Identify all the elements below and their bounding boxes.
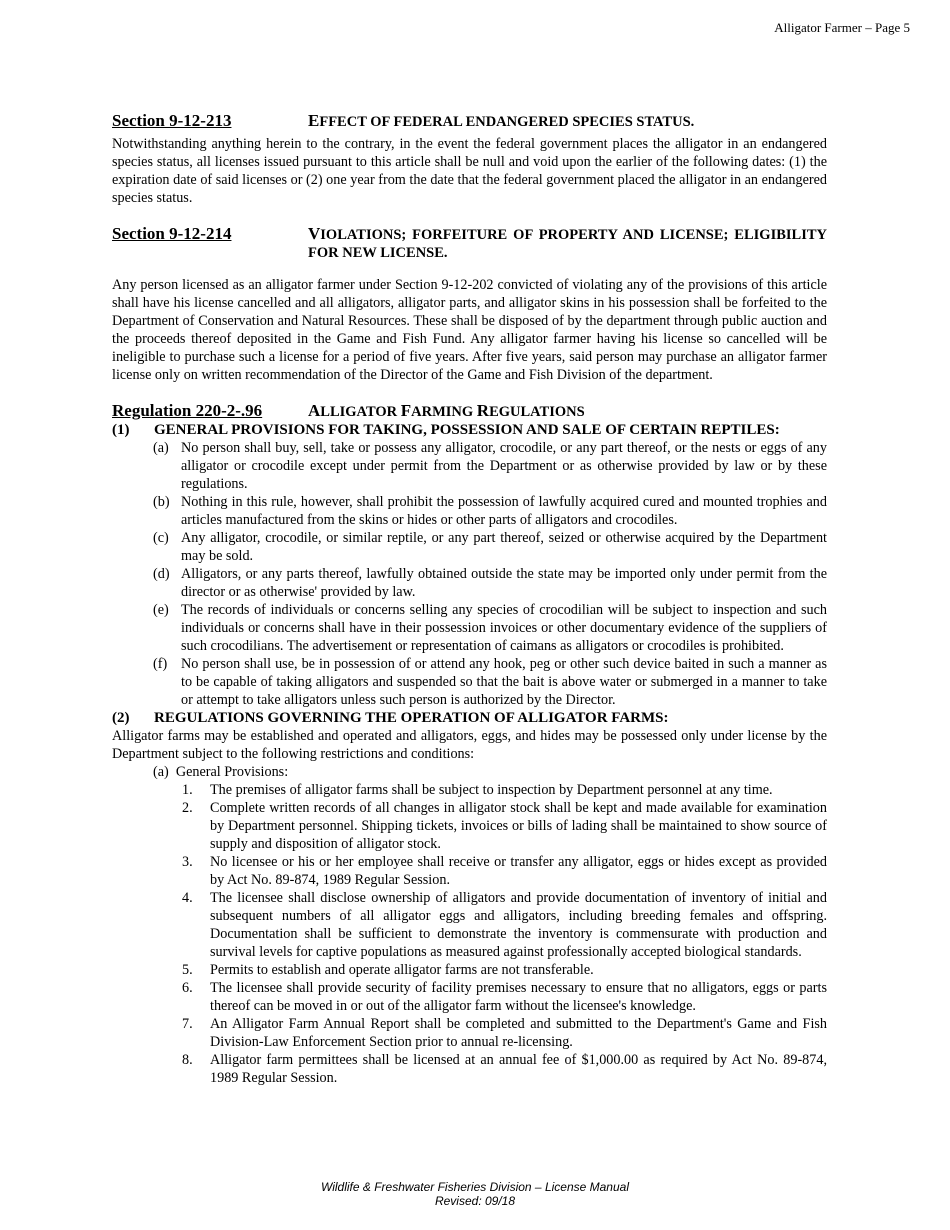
section-213-title-initial: E — [308, 111, 320, 130]
section-214-title-initial: V — [308, 224, 321, 243]
regulation-title-part: A — [308, 401, 321, 420]
part-2-item-text: The premises of alligator farms shall be subject to inspection by Department personnel at any time. — [210, 782, 773, 798]
part-1-item-marker: (c) — [153, 530, 169, 546]
part-1-item-marker: (b) — [153, 494, 170, 510]
part-2-subsection-a: (a) General Provisions: — [153, 764, 289, 780]
part-2-title: REGULATIONS GOVERNING THE OPERATION OF ALLIGATOR FARMS: — [154, 710, 669, 726]
part-2-item — [182, 889, 827, 961]
part-2-item — [182, 1051, 827, 1087]
section-213-number: Section 9-12-213 — [112, 111, 232, 130]
part-1-item-marker: (a) — [153, 440, 169, 456]
part-2-item — [182, 781, 827, 799]
part-2-item-text: Complete written records of all changes in alligator stock shall be kept and made available for examination by Department personnel. Shipping tickets, invoices or bills of lading shall be maintained to show source of supply and disposition of alligator stock. — [210, 800, 827, 852]
section-213-title-rest: FFECT OF FEDERAL ENDANGERED SPECIES STATUS. — [319, 114, 695, 130]
part-2-item-text: An Alligator Farm Annual Report shall be completed and submitted to the Department's Game and Fish Division-Law Enforcement Section prior to annual re-licensing. — [210, 1016, 827, 1050]
page-header: Alligator Farmer – Page 5 — [774, 20, 910, 35]
part-2-item-text: The licensee shall provide security of facility premises necessary to ensure that no alligators, eggs or parts thereof can be moved in or out of the alligator farm without the licensee's knowledge. — [210, 980, 827, 1014]
section-214-title — [308, 225, 827, 262]
regulation-title-part: LLIGATOR — [320, 404, 401, 420]
part-2-item-marker: 7. — [182, 1016, 193, 1032]
footer-revised: Revised: 09/18 — [434, 1194, 516, 1208]
regulation-number: Regulation 220-2-.96 — [112, 401, 263, 420]
part-1-item-marker: (f) — [153, 656, 168, 672]
part-1-item — [153, 655, 827, 709]
part-2-heading — [112, 709, 827, 727]
section-214-title-rest: IOLATIONS; FORFEITURE OF PROPERTY AND LICENSE; ELIGIBILITY FOR NEW LICENSE. — [308, 227, 827, 261]
part-2-item-marker: 4. — [182, 890, 193, 906]
part-2-item-marker: 8. — [182, 1052, 193, 1068]
part-2-item — [182, 1015, 827, 1051]
section-214-heading — [112, 225, 827, 262]
part-1-item-marker: (d) — [153, 566, 170, 582]
part-1-item-text: No person shall use, be in possession of or attend any hook, peg or other such device baited in such a manner as to be capable of taking alligators and suspended so that the bait is above water or submerged in a manner to take or attempt to take alligators unless such person is authorized by the Director. — [181, 656, 827, 708]
part-2-item-marker: 3. — [182, 854, 193, 870]
regulation-title-part: F — [400, 401, 412, 420]
part-2-item-text: Permits to establish and operate alligator farms are not transferable. — [210, 962, 594, 978]
part-1-number: (1) — [112, 422, 130, 438]
part-2-item-text: The licensee shall disclose ownership of alligators and provide documentation of inventory of initial and subsequent numbers of all alligator eggs and alligators, including breeding females and offspring. Documentation shall be sufficient to demonstrate the inventory is commensurate with production and survival levels for captive populations as measured against professionally accepted biological standards. — [210, 890, 827, 960]
part-2-item — [182, 961, 827, 979]
part-1-item-marker: (e) — [153, 602, 169, 618]
regulation-title-part: EGULATIONS — [489, 404, 585, 420]
regulation-title — [308, 402, 585, 421]
part-2-item-marker: 1. — [182, 782, 193, 798]
regulation-title-part: R — [476, 401, 490, 420]
part-2-item-text: Alligator farm permittees shall be licensed at an annual fee of $1,000.00 as required by Act No. 89-874, 1989 Regular Session. — [210, 1052, 827, 1086]
part-1-item-text: Nothing in this rule, however, shall prohibit the possession of lawfully acquired cured and mounted trophies and articles manufactured from the skins or hides or other parts of alligators and crocodiles. — [181, 494, 827, 528]
section-213-body: Notwithstanding anything herein to the contrary, in the event the federal government places the alligator in an endangered species status, all licenses issued pursuant to this article shall be null and void upon the earlier of the following dates: (1) the expiration date of said licenses or (2) one year from the date that the federal government placed the alligator in an endangered species status. — [112, 136, 827, 206]
part-2-item — [182, 853, 827, 889]
part-1-item-text: No person shall buy, sell, take or possess any alligator, crocodile, or any part thereof, or the nests or eggs of any alligator or crocodile except under permit from the Department or as otherwise provided by law or by these regulations. — [181, 440, 827, 492]
part-1-item-text: Any alligator, crocodile, or similar reptile, or any part thereof, seized or otherwise acquired by the Department may be sold. — [181, 530, 827, 564]
section-213-heading — [112, 112, 827, 131]
part-2-intro: Alligator farms may be established and operated and alligators, eggs, and hides may be possessed only under license by the Department subject to the following restrictions and conditions: — [112, 728, 827, 762]
part-1-item-text: Alligators, or any parts thereof, lawfully obtained outside the state may be imported only under permit from the director or as otherwise' provided by law. — [181, 566, 827, 600]
part-1-item — [153, 565, 827, 601]
part-1-title: GENERAL PROVISIONS FOR TAKING, POSSESSION AND SALE OF CERTAIN REPTILES: — [154, 422, 780, 438]
section-214-number: Section 9-12-214 — [112, 224, 232, 243]
part-2-item-text: No licensee or his or her employee shall receive or transfer any alligator, eggs or hides except as provided by Act No. 89-874, 1989 Regular Session. — [210, 854, 827, 888]
part-1-item — [153, 493, 827, 529]
section-214-body: Any person licensed as an alligator farmer under Section 9-12-202 convicted of violating any of the provisions of this article shall have his license cancelled and all alligators, alligator parts, and alligator skins in his possession shall be forfeited to the Department of Conservation and Natural Resources. These shall be disposed of by the department through public auction and the proceeds thereof deposited in the Game and Fish Fund. Any alligator farmer having his license so cancelled will be ineligible to purchase such a license for a period of five years. After five years, said person may purchase an alligator farmer license only on written recommendation of the Director of the Game and Fish Division of the department. — [112, 277, 827, 383]
regulation-title-part: ARMING — [411, 404, 477, 420]
section-213-title — [308, 112, 827, 131]
part-2-number: (2) — [112, 710, 130, 726]
part-2-item — [182, 799, 827, 853]
part-2-list — [112, 781, 827, 1087]
part-1-heading — [112, 421, 827, 439]
page-footer — [0, 1180, 950, 1208]
document-body — [112, 112, 827, 1087]
part-2-item-marker: 2. — [182, 800, 193, 816]
part-1-list — [112, 439, 827, 709]
part-2-item-marker: 6. — [182, 980, 193, 996]
footer-title: Wildlife & Freshwater Fisheries Division – License Manual — [320, 1180, 629, 1194]
part-1-item — [153, 529, 827, 565]
part-1-item — [153, 439, 827, 493]
part-1-item-text: The records of individuals or concerns selling any species of crocodilian will be subject to inspection and such individuals or concerns shall have in their possession invoices or other documentary evidence of the suppliers of such crocodilians. The advertisement or representation of caimans as alligators or crocodiles is prohibited. — [181, 602, 827, 654]
part-2-item — [182, 979, 827, 1015]
part-1-item — [153, 601, 827, 655]
part-2-item-marker: 5. — [182, 962, 193, 978]
regulation-heading — [112, 402, 827, 421]
